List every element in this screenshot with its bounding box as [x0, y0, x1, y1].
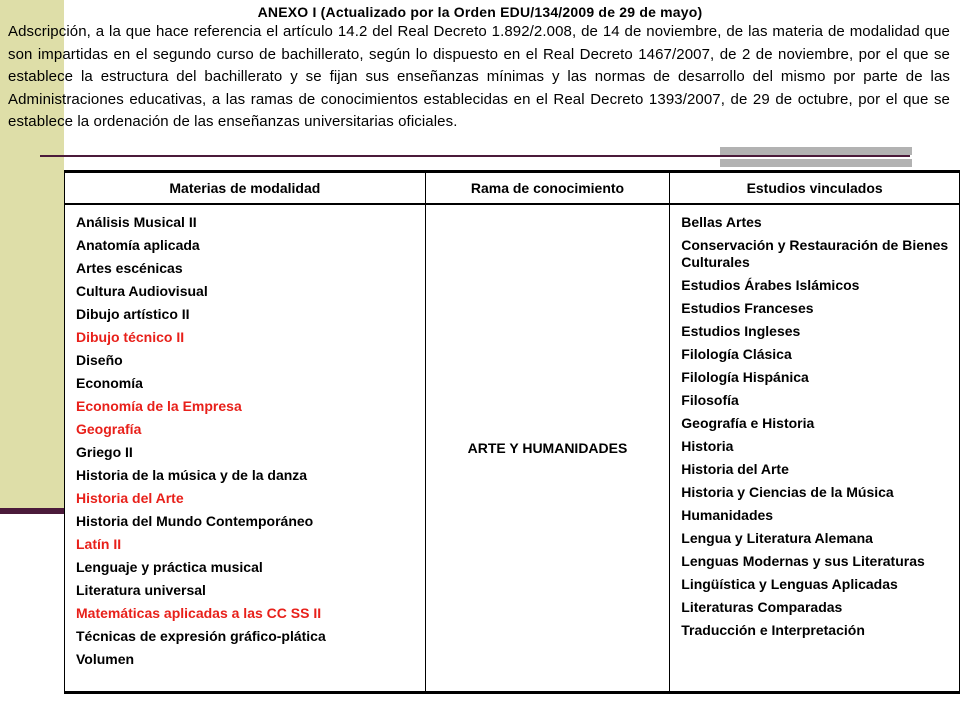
- estudio-item: Humanidades: [681, 507, 774, 523]
- header-rama: Rama de conocimiento: [425, 172, 670, 205]
- estudios-list: [671, 206, 958, 642]
- estudio-item: Historia y Ciencias de la Música: [681, 484, 894, 500]
- materia-item: Geografía: [76, 421, 142, 437]
- table-row: [65, 204, 960, 693]
- estudio-item: Filología Hispánica: [681, 369, 809, 385]
- estudio-item: Historia del Arte: [681, 461, 789, 477]
- materia-item: Anatomía aplicada: [76, 237, 200, 253]
- materia-item: Economía de la Empresa: [76, 398, 242, 414]
- estudio-item: Lingüística y Lenguas Aplicadas: [681, 576, 898, 592]
- estudio-item: Estudios Ingleses: [681, 323, 801, 339]
- adscription-table: [64, 170, 960, 694]
- estudio-item: Filología Clásica: [681, 346, 792, 362]
- materia-item: Historia del Arte: [76, 490, 184, 506]
- rama-cell: ARTE Y HUMANIDADES: [425, 204, 670, 693]
- header-materias: Materias de modalidad: [65, 172, 426, 205]
- left-decorative-bar: [0, 508, 64, 514]
- materia-item: Cultura Audiovisual: [76, 283, 208, 299]
- materia-item: Griego II: [76, 444, 133, 460]
- materia-item: Literatura universal: [76, 582, 206, 598]
- estudio-item: Bellas Artes: [681, 214, 762, 230]
- materia-item: Diseño: [76, 352, 123, 368]
- estudio-item: Filosofía: [681, 392, 739, 408]
- materia-item: Economía: [76, 375, 143, 391]
- header-estudios: Estudios vinculados: [670, 172, 960, 205]
- materia-item: Matemáticas aplicadas a las CC SS II: [76, 605, 322, 621]
- materia-item: Técnicas de expresión gráfico-plática: [76, 628, 326, 644]
- estudio-item: Lenguas Modernas y sus Literaturas: [681, 553, 925, 569]
- materia-item: Volumen: [76, 651, 135, 667]
- estudio-item: Literaturas Comparadas: [681, 599, 843, 615]
- estudio-item: Estudios Árabes Islámicos: [681, 277, 860, 293]
- estudio-item: Lengua y Literatura Alemana: [681, 530, 873, 546]
- document-title: ANEXO I (Actualizado por la Orden EDU/134/2009 de 29 de mayo): [257, 4, 703, 20]
- materias-list: [66, 206, 424, 671]
- materia-item: Latín II: [76, 536, 122, 552]
- materia-item: Artes escénicas: [76, 260, 183, 276]
- table-header-row: [65, 172, 960, 205]
- materia-item: Historia de la música y de la danza: [76, 467, 308, 483]
- materia-item: Dibujo artístico II: [76, 306, 190, 322]
- estudio-item: Traducción e Interpretación: [681, 622, 865, 638]
- estudio-item: Conservación y Restauración de Bienes Culturales: [681, 237, 949, 270]
- estudio-item: Geografía e Historia: [681, 415, 815, 431]
- materia-item: Historia del Mundo Contemporáneo: [76, 513, 314, 529]
- intro-paragraph: Adscripción, a la que hace referencia el artículo 14.2 del Real Decreto 1.892/2.008, de 14 de noviembre, de las materia de modalidad que son impartidas en el segundo curso de bachillerato, según lo dispuesto en el Real Decreto 1467/2007, de 2 de noviembre, por el que se establece la estructura del bachillerato y se fijan sus enseñanzas mínimas y las normas de desarrollo del mismo por parte de las Administraciones educativas, a las ramas de conocimientos establecidas en el Real Decreto 1393/2007, de 29 de octubre, por el que se establece la ordenación de las enseñanzas universitarias oficiales.: [8, 23, 950, 130]
- estudio-item: Historia: [681, 438, 734, 454]
- materia-item: Lenguaje y práctica musical: [76, 559, 263, 575]
- estudios-cell: [670, 204, 960, 693]
- materias-cell: [65, 204, 426, 693]
- materia-item: Análisis Musical II: [76, 214, 197, 230]
- estudio-item: Estudios Franceses: [681, 300, 814, 316]
- decorative-gray-bars: [720, 147, 912, 167]
- materia-item: Dibujo técnico II: [76, 329, 185, 345]
